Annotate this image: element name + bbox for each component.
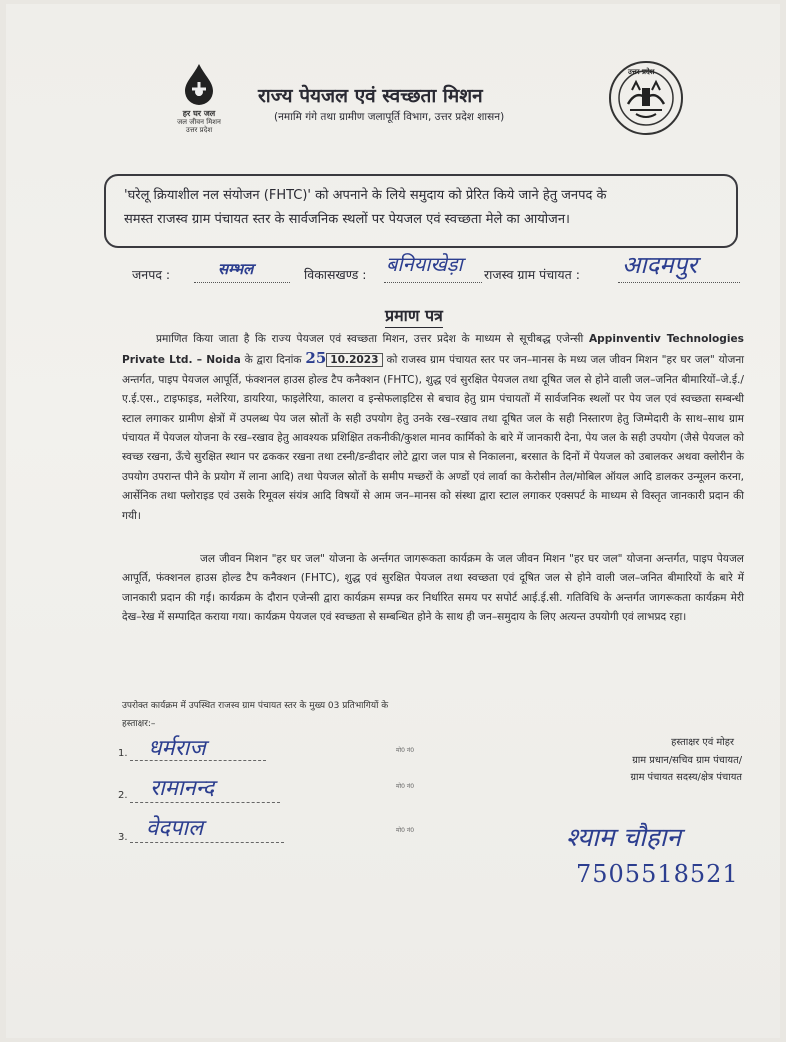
official-line-2: ग्राम प्रधान/सचिव ग्राम पंचायत/ [632, 755, 742, 766]
signatory-2-mobile-label: मो0 नं0 [396, 783, 415, 790]
banner-line-2: समस्त राजस्व ग्राम पंचायत स्तर के सार्वजनिक स्थलों पर पेयजल एवं स्वच्छता मेले का आयोजन। [124, 212, 570, 227]
p1-intro: प्रमाणित किया जाता है कि राज्य पेयजल एवं स्वच्छता मिशन, उत्तर प्रदेश के माध्यम से सूचीबद्ध एजेन्सी [156, 333, 584, 345]
certificate-title: प्रमाण पत्र [385, 304, 443, 328]
official-line-3: ग्राम पंचायत सदस्य/क्षेत्र पंचायत [630, 772, 742, 783]
mission-title: राज्य पेयजल एवं स्वच्छता मिशन [258, 85, 483, 107]
logo-caption-1: हर घर जल [182, 109, 216, 118]
event-banner [104, 174, 738, 248]
mission-subtitle: (नमामि गंगे तथा ग्रामीण जलापूर्ति विभाग, उत्तर प्रदेश शासन) [274, 111, 505, 123]
village-dots [618, 282, 740, 283]
agency-name: Appinventiv Technologies Private Ltd. – Noida [122, 333, 744, 367]
block-dots [384, 282, 482, 283]
signatory-3-mobile-label: मो0 नं0 [396, 827, 415, 834]
district-label: जनपद : [132, 267, 171, 282]
village-label: राजस्व ग्राम पंचायत : [484, 267, 580, 282]
document-sheet [6, 4, 780, 1038]
p1-rest: को राजस्व ग्राम पंचायत स्तर पर जन–मानस के मध्य जल जीवन मिशन "हर घर जल" योजना अन्तर्गत, पाइप पेयजल आपूर्ति, फंक्शनल हाउस होल्ड टैप कनैक्शन (FHTC), शुद्ध एवं सुरक्षित पेयजल तथा दूषित जल से होने वाली जल–जनित बीमारियों–जे.ई./ए.ई.एस., टाइफाइड, मलेरिया, डायरिया, फाइलेरिया, कालरा व इन्सेफलाइटिस से बचाव हेतु ग्राम पंचायतों में सार्वजनिक स्थलों पर पेय जल एवं स्वच्छता सम्बन्धी स्टाल लगाकर ग्रामीण क्षेत्रों में उपलब्ध पेय जल स्रोतों के सही उपयोग हेतु उनके रख–रखाव तथा दूषित जल के सही निस्तारण हेतु जिम्मेदारी के साथ–साथ ग्राम पंचायत में पेयजल योजना के रख–रखाव हेतु आवश्यक प्रशिक्षित तकनीकी/कुशल मानव कार्मिको के बारे में जानकारी देना, पेय जल के सही उपयोग (जैसे पेयजल को स्वच्छ रखना, ऊँचे सुरक्षित स्थान पर ढककर रखना तथा टस्नी/डन्डीदार लोटे द्वारा जल पात्र से निकालना, बरसात के दिनों में पेयजल को उबालकर अथवा क्लोरीन के उपयोग उपरान्त पीने के प्रयोग में लाना आदि) तथा पेयजल स्रोतों के समीप मच्छरों के अण्डों एवं लार्वा का केरोसीन तेल/मोबिल ऑयल आदि डालकर उन्मूलन करना, आर्सेनिक तथा फ्लोराइड एवं उसके रिमूवल संयंत्र आदि विषयों से आम जन–मानस को संस्था द्वारा स्टाल लगाकर एक्सपर्ट के माध्यम से विस्तृत जानकारी प्रदान की गयी। [122, 354, 745, 522]
signatory-1-number: 1. [118, 748, 128, 759]
signatory-2-signature: रामानन्द [150, 776, 215, 801]
logo-caption-2: जल जीवन मिशन [177, 118, 221, 126]
block-value: बनियाखेड़ा [386, 252, 463, 276]
block-label: विकासखण्ड : [304, 267, 367, 282]
har-ghar-jal-logo [164, 62, 234, 132]
date-month-year: 10.2023 [326, 353, 382, 367]
district-dots [194, 282, 290, 283]
signatory-3-number: 3. [118, 832, 128, 843]
official-signature: श्याम चौहान [566, 823, 681, 853]
signatories-intro-2: हस्ताक्षर:– [122, 719, 156, 729]
logo-caption-3: उत्तर प्रदेश [185, 126, 213, 134]
signatory-3-line [130, 842, 284, 843]
district-value: सम्भल [218, 260, 254, 278]
date-day-handwritten: 25 [305, 349, 327, 368]
official-block [584, 734, 734, 751]
signatories-intro: उपरोक्त कार्यक्रम में उपस्थित राजस्व ग्राम पंचायत स्तर के मुख्य 03 प्रतिभागियों के [122, 701, 389, 711]
village-value: आदमपुर [622, 251, 698, 279]
certificate-paragraph-1 [122, 330, 744, 526]
official-line-2-wrap [572, 752, 742, 786]
emblem-text: उत्तर प्रदेश [628, 68, 655, 76]
p1-by-date: के द्वारा दिनांक [244, 354, 302, 367]
signatory-1-signature: धर्मराज [148, 736, 206, 761]
banner-line-1: 'घरेलू क्रियाशील नल संयोजन (FHTC)' को अपनाने के लिये समुदाय को प्रेरित किये जाने हेतु जनपद के [124, 188, 607, 203]
water-drop-icon [179, 62, 219, 106]
signatory-3-signature: वेदपाल [146, 816, 204, 841]
signatory-2-line [130, 802, 280, 803]
signatory-2-number: 2. [118, 790, 128, 801]
official-line-1: हस्ताक्षर एवं मोहर [671, 737, 734, 748]
certificate-paragraph-2: जल जीवन मिशन "हर घर जल" योजना के अर्न्तगत जागरूकता कार्यक्रम के जल जीवन मिशन "हर घर जल" योजना अन्तर्गत, पाइप पेयजल आपूर्ति, फंक्शनल हाउस होल्ड टैप कनैक्शन (FHTC), शुद्ध एवं सुरक्षित पेयजल तथा स्वच्छता एवं दूषित जल से होने वाली जल–जनित बीमारियों के बारे में जानकारी प्रदान की गई। कार्यक्रम के दौरान एजेन्सी द्वारा कार्यक्रम सम्पन्न कर निर्धारित समय पर सपोर्ट आई.ई.सी. गतिविधि के अन्तर्गत जागरूकता कार्यक्रम मेरी देख–रेख में सम्पादित कराया गया। कार्यक्रम पेयजल एवं स्वच्छता से सम्बन्धित होने के साथ ही जन–समुदाय के लिए अत्यन्त उपयोगी एवं लाभप्रद रहा। [122, 553, 744, 624]
up-state-emblem [608, 60, 684, 136]
official-phone: 7505518521 [576, 860, 739, 888]
signatory-1-mobile-label: मो0 नं0 [396, 747, 415, 754]
